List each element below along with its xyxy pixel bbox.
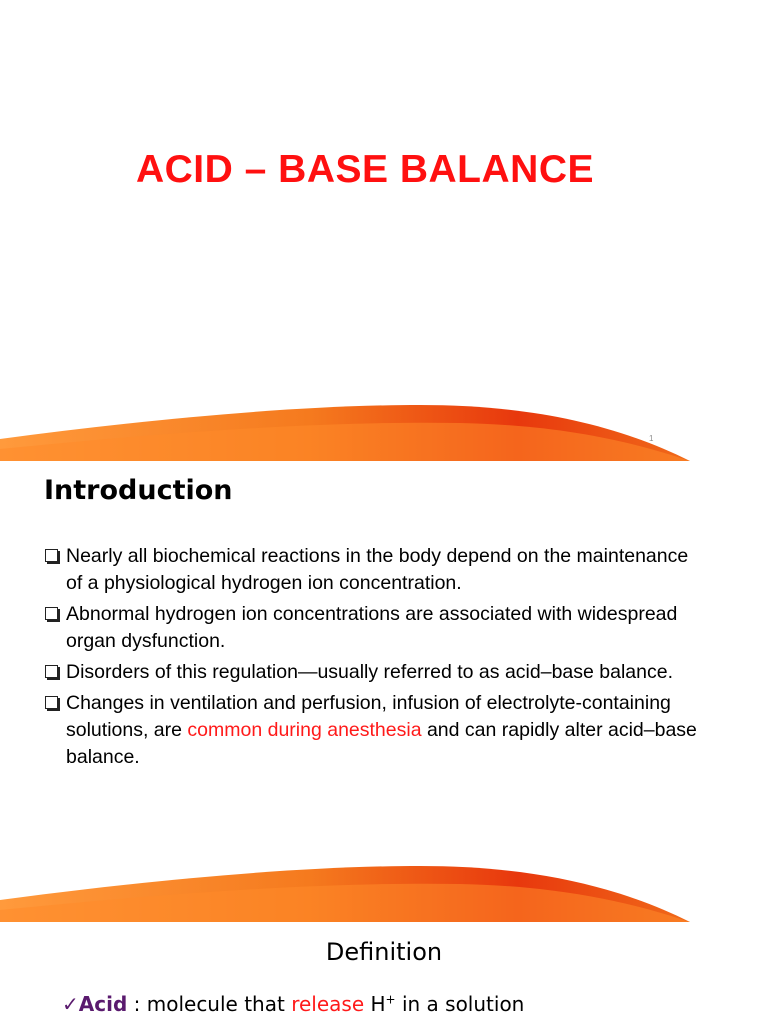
introduction-slide xyxy=(0,461,768,922)
checkbox-square-icon xyxy=(45,665,58,678)
bullet-text: Abnormal hydrogen ion concentrations are associated with widespread organ dysfunction. xyxy=(66,603,678,652)
checkbox-square-icon xyxy=(45,607,58,620)
definition-text-end: in a solution xyxy=(395,992,525,1016)
checkbox-square-icon xyxy=(45,549,58,562)
definition-text: : molecule that xyxy=(127,992,292,1016)
bullet-list xyxy=(44,543,704,775)
list-item xyxy=(44,659,704,686)
checkmark-icon: ✓ xyxy=(62,992,79,1016)
highlighted-text: release xyxy=(291,992,365,1016)
orange-swoosh-decoration xyxy=(0,401,768,461)
highlighted-text: common during anesthesia xyxy=(187,719,422,741)
list-item xyxy=(44,543,704,597)
orange-swoosh-decoration xyxy=(0,862,768,922)
list-item xyxy=(44,601,704,655)
slide-title: ACID – BASE BALANCE xyxy=(135,148,595,191)
slide-heading: Definition xyxy=(325,938,443,966)
term-acid: Acid xyxy=(78,992,128,1016)
list-item xyxy=(44,690,704,771)
definition-slide xyxy=(0,922,768,1024)
hydrogen-symbol: H xyxy=(364,992,386,1016)
hydrogen-ion-text xyxy=(364,992,395,1016)
title-slide xyxy=(0,0,768,461)
charge-superscript: + xyxy=(385,992,396,1007)
bullet-text-end: and can rapidly alter acid–base balance. xyxy=(66,719,697,768)
definition-line xyxy=(62,992,524,1016)
slide-number: 1 xyxy=(649,434,654,443)
slide-heading: Introduction xyxy=(44,475,233,506)
bullet-text: Disorders of this regulation—usually referred to as acid–base balance. xyxy=(66,661,673,683)
checkbox-square-icon xyxy=(45,696,58,709)
bullet-text: Nearly all biochemical reactions in the body depend on the maintenance of a physiological hydrogen ion concentration. xyxy=(66,545,689,594)
bullet-text-start: Changes in ventilation and perfusion, infusion of electrolyte-containing solutions, are xyxy=(66,692,671,741)
